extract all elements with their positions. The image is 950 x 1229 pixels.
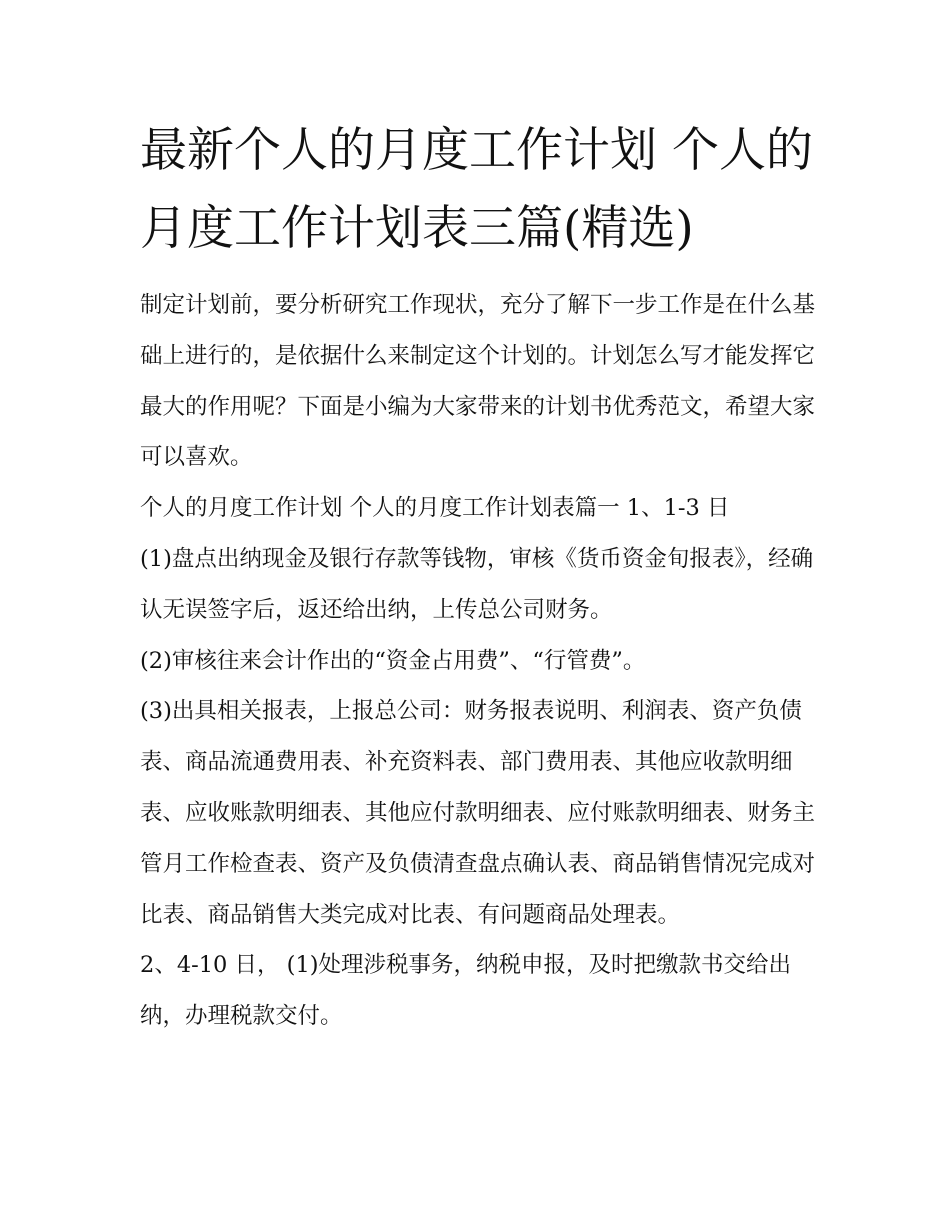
section-heading-paragraph: 个人的月度工作计划 个人的月度工作计划表篇一 1、1-3 日 (140, 495, 730, 522)
section-2-paragraph: 2、4-10 日， (1)处理涉税事务，纳税申报，及时把缴款书交给出纳，办理税款交付。 (140, 952, 792, 1030)
item-1-paragraph: (1)盘点出纳现金及银行存款等钱物，审核《货币资金旬报表》，经确认无误签字后，返还给出纳，上传总公司财务。 (140, 545, 814, 623)
item-2-paragraph: (2)审核往来会计作出的“资金占用费”、“行管费”。 (140, 647, 646, 674)
document-page (140, 112, 820, 1042)
document-title: 最新个人的月度工作计划 个人的月度工作计划表三篇(精选) (140, 123, 813, 256)
intro-paragraph: 制定计划前，要分析研究工作现状，充分了解下一步工作是在什么基础上进行的，是依据什么来制定这个计划的。计划怎么写才能发挥它最大的作用呢？下面是小编为大家带来的计划书优秀范文，希望大家可以喜欢。 (140, 292, 816, 471)
item-3-paragraph: (3)出具相关报表，上报总公司：财务报表说明、利润表、资产负债表、商品流通费用表、补充资料表、部门费用表、其他应收款明细表、应收账款明细表、其他应付款明细表、应付账款明细表、财务主管月工作检查表、资产及负债清查盘点确认表、商品销售情况完成对比表、商品销售大类完成对比表、有问题商品处理表。 (140, 698, 816, 928)
